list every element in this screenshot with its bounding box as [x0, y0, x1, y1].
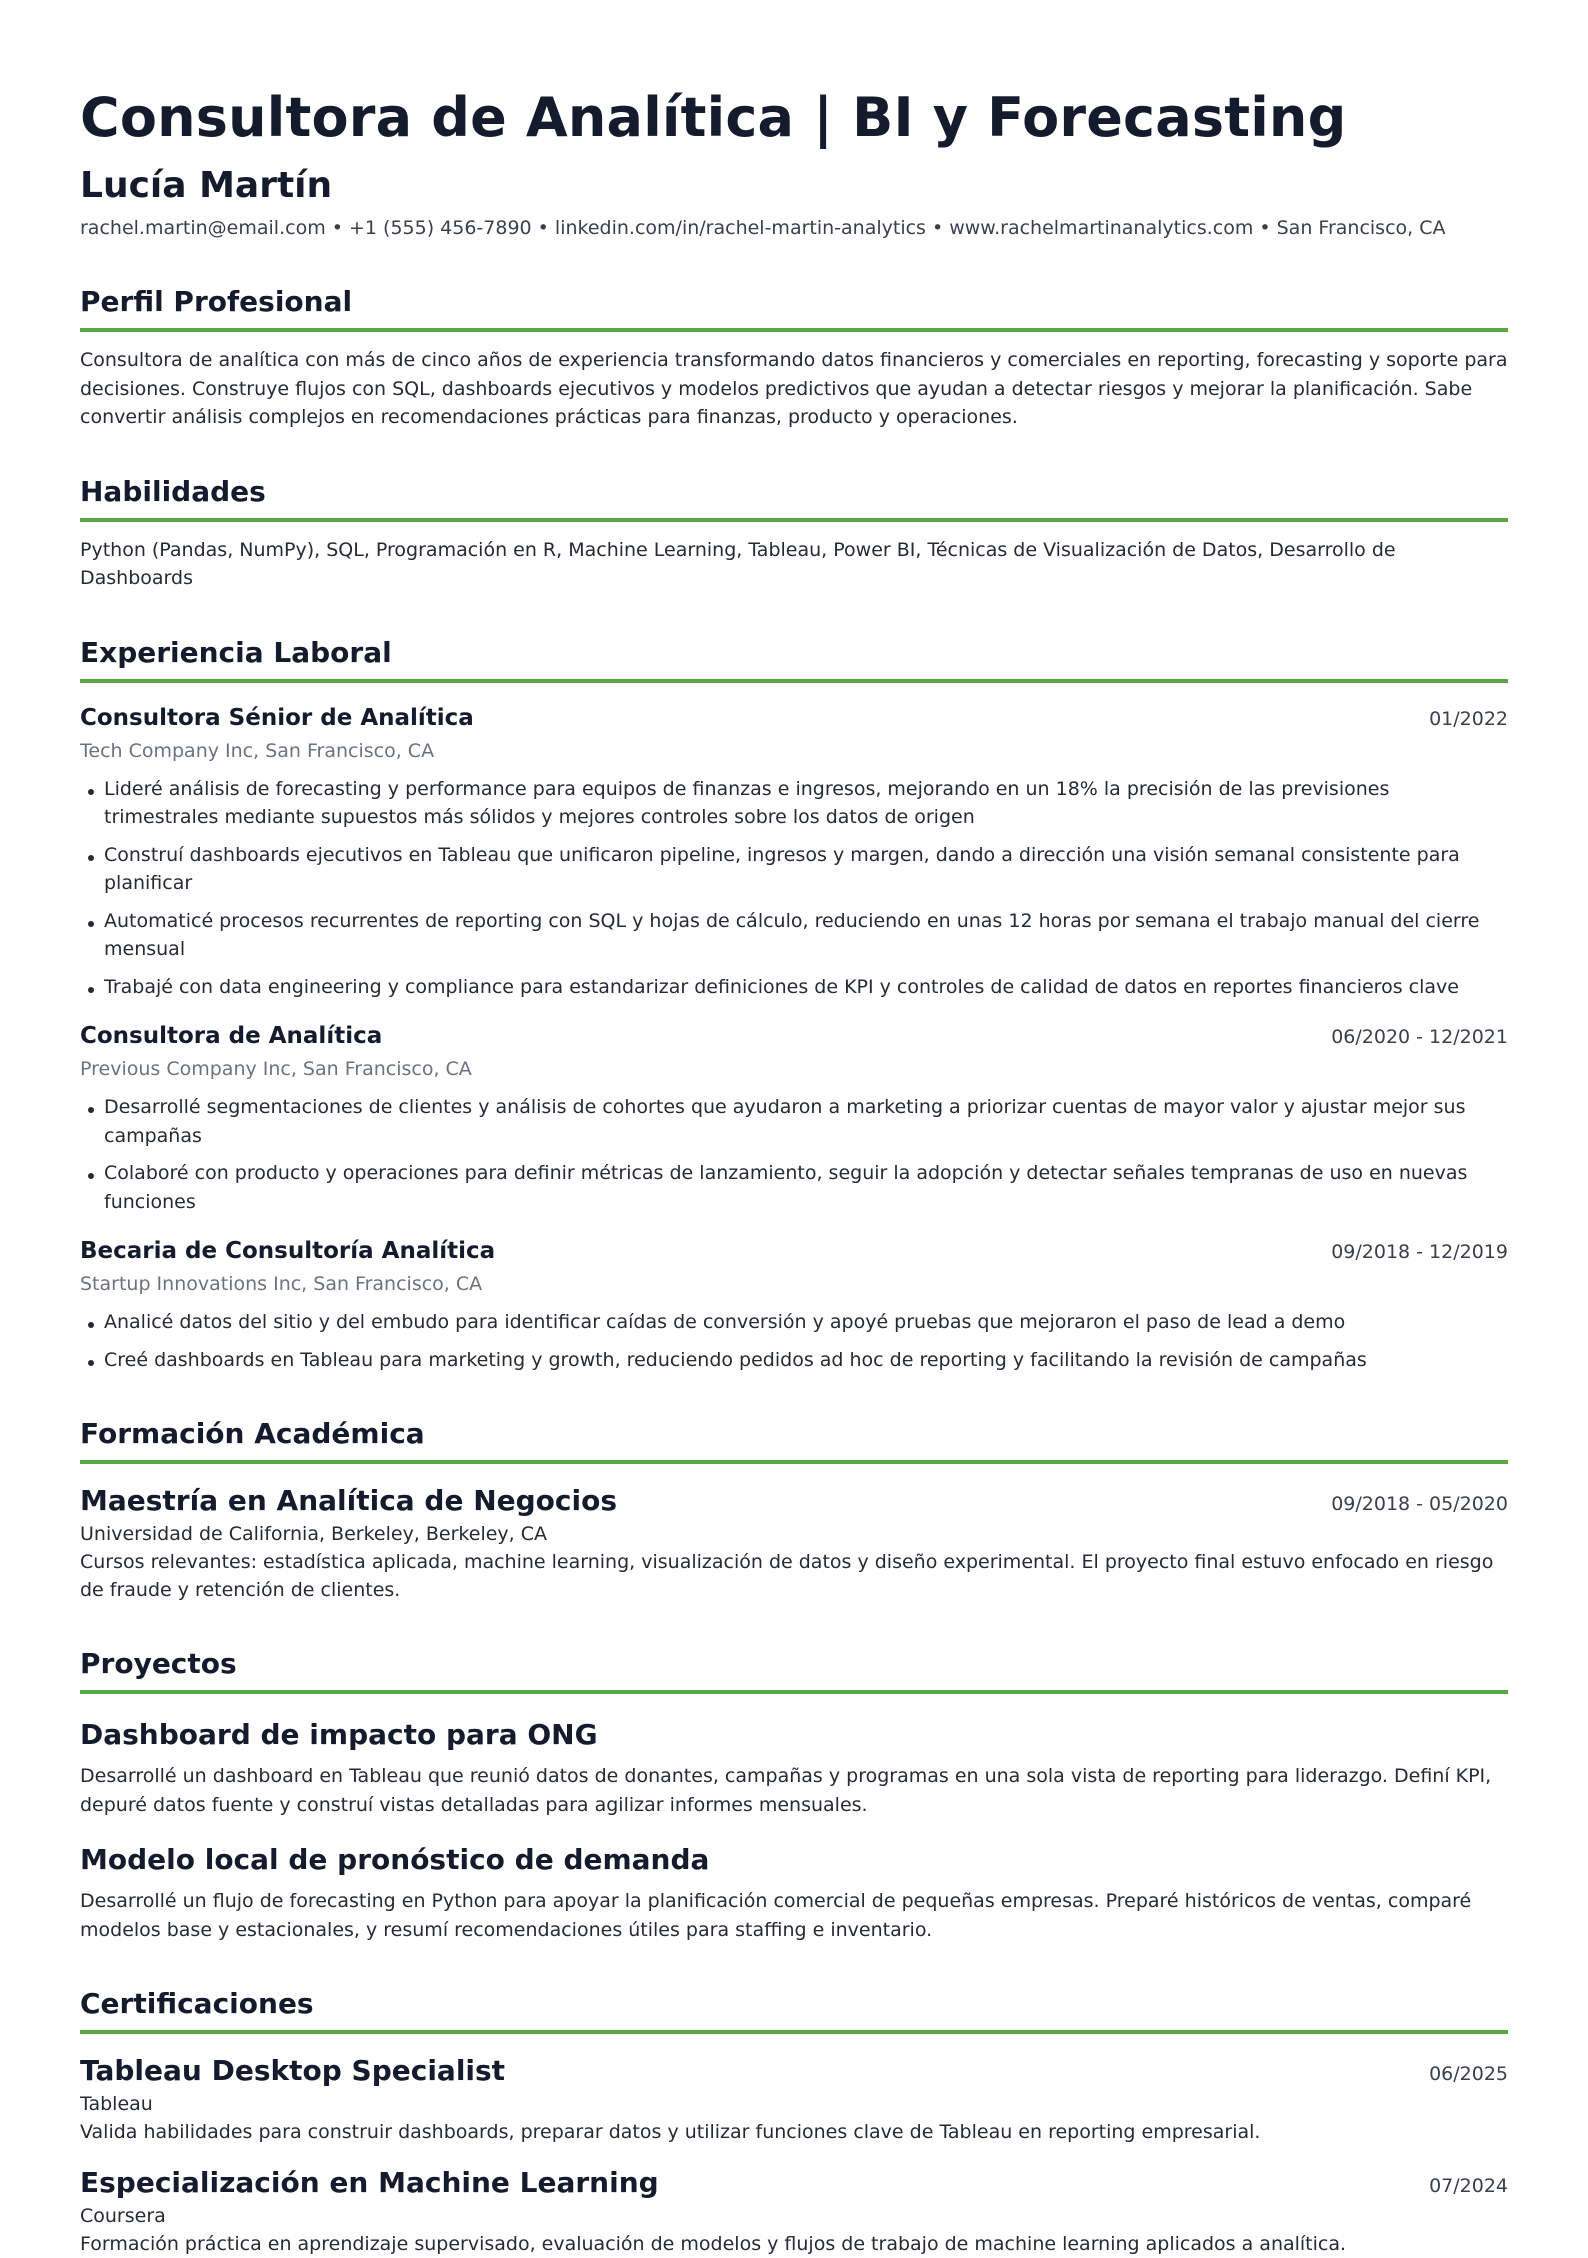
job-company: Tech Company Inc, San Francisco, CA — [80, 739, 435, 762]
job-bullets — [80, 1308, 1508, 1374]
certification-entry — [80, 2052, 1508, 2146]
job-title: Consultora Sénior de Analítica — [80, 704, 474, 731]
job-entry — [80, 1234, 1508, 1374]
certification-issuer: Coursera — [80, 2205, 166, 2227]
certification-title: Especialización en Machine Learning — [80, 2166, 659, 2199]
bullet-item: Lideré análisis de forecasting y performance para equipos de finanzas e ingresos, mejorando en un 18% la precisión de las previsiones trimestrales mediante supuestos más sólidos y mejores controles sobre los datos de origen — [80, 775, 1508, 832]
project-title: Dashboard de impacto para ONG — [80, 1718, 598, 1751]
skills-text: Python (Pandas, NumPy), SQL, Programación en R, Machine Learning, Tableau, Power BI, Técnicas de Visualización de Datos, Desarrollo de Dashboards — [80, 538, 1396, 589]
project-text: Desarrollé un dashboard en Tableau que reunió datos de donantes, campañas y programas en una sola vista de reporting para liderazgo. Definí KPI, depuré datos fuente y construí vistas detalladas para agilizar informes mensuales. — [80, 1765, 1492, 1816]
job-bullets — [80, 775, 1508, 1002]
project-entry — [80, 1716, 1508, 1819]
resume-title: Consultora de Analítica | BI y Forecasting — [80, 86, 1347, 149]
bullet-item: Colaboré con producto y operaciones para definir métricas de lanzamiento, seguir la adopción y detectar señales tempranas de uso en nuevas funciones — [80, 1159, 1508, 1216]
project-title: Modelo local de pronóstico de demanda — [80, 1843, 710, 1876]
job-date: 01/2022 — [1429, 707, 1508, 730]
project-entry — [80, 1841, 1508, 1944]
profile-section — [80, 282, 1508, 432]
certification-text: Valida habilidades para construir dashboards, preparar datos y utilizar funciones clave de Tableau en reporting empresarial. — [80, 2121, 1261, 2143]
section-heading: Certificaciones — [80, 1984, 1508, 2034]
certification-entry — [80, 2164, 1508, 2258]
bullet-item: Analicé datos del sitio y del embudo para identificar caídas de conversión y apoyé pruebas que mejoraron el paso de lead a demo — [80, 1308, 1508, 1337]
education-details: Cursos relevantes: estadística aplicada, machine learning, visualización de datos y diseño experimental. El proyecto final estuvo enfocado en riesgo de fraude y retención de clientes. — [80, 1551, 1494, 1601]
job-entry — [80, 1019, 1508, 1216]
skills-section — [80, 472, 1508, 593]
bullet-item: Construí dashboards ejecutivos en Tableau que unificaron pipeline, ingresos y margen, dando a dirección una visión semanal consistente para planificar — [80, 841, 1508, 898]
section-heading: Habilidades — [80, 472, 1508, 522]
job-entry — [80, 701, 1508, 1002]
bullet-item: Trabajé con data engineering y compliance para estandarizar definiciones de KPI y controles de calidad de datos en reportes financieros clave — [80, 973, 1508, 1002]
contact-line: rachel.martin@email.com • +1 (555) 456-7890 • linkedin.com/in/rachel-martin-analytics • www.rachelmartinanalytics.com • San Francisco, CA — [80, 217, 1446, 239]
job-title: Becaria de Consultoría Analítica — [80, 1238, 496, 1264]
bullet-item: Desarrollé segmentaciones de clientes y análisis de cohortes que ayudaron a marketing a priorizar cuentas de mayor valor y ajustar mejor sus campañas — [80, 1093, 1508, 1150]
experience-section — [80, 633, 1508, 1375]
section-heading: Proyectos — [80, 1644, 1508, 1694]
education-section — [80, 1414, 1508, 1604]
candidate-name: Lucía Martín — [80, 165, 333, 206]
profile-text: Consultora de analítica con más de cinco años de experiencia transformando datos financieros y comerciales en reporting, forecasting y soporte para decisiones. Construye flujos con SQL, dashboards ejecutivos y modelos predictivos que ayudan a detectar riesgos y mejorar la planificación. Sabe convertir análisis complejos en recomendaciones prácticas para finanzas, producto y operaciones. — [80, 349, 1508, 428]
job-date: 09/2018 - 12/2019 — [1331, 1241, 1508, 1263]
certifications-section — [80, 1984, 1508, 2258]
school-name: Universidad de California, Berkeley, Berkeley, CA — [80, 1523, 547, 1545]
certification-issuer: Tableau — [80, 2093, 153, 2115]
section-heading: Experiencia Laboral — [80, 633, 1508, 683]
bullet-item: Creé dashboards en Tableau para marketing y growth, reduciendo pedidos ad hoc de reporting y facilitando la revisión de campañas — [80, 1346, 1508, 1375]
section-heading: Perfil Profesional — [80, 282, 1508, 332]
certification-date: 06/2025 — [1429, 2063, 1508, 2085]
degree-title: Maestría en Analítica de Negocios — [80, 1484, 618, 1517]
bullet-item: Automaticé procesos recurrentes de reporting con SQL y hojas de cálculo, reduciendo en unas 12 horas por semana el trabajo manual del cierre mensual — [80, 907, 1508, 964]
education-entry — [80, 1482, 1508, 1604]
section-heading: Formación Académica — [80, 1414, 1508, 1464]
certification-title: Tableau Desktop Specialist — [80, 2054, 506, 2087]
education-date: 09/2018 - 05/2020 — [1331, 1493, 1508, 1515]
job-company: Startup Innovations Inc, San Francisco, CA — [80, 1273, 483, 1295]
job-date: 06/2020 - 12/2021 — [1331, 1026, 1508, 1048]
certification-text: Formación práctica en aprendizaje supervisado, evaluación de modelos y flujos de trabajo de machine learning aplicados a analítica. — [80, 2233, 1347, 2255]
job-company: Previous Company Inc, San Francisco, CA — [80, 1058, 472, 1080]
projects-section — [80, 1644, 1508, 1944]
job-bullets — [80, 1093, 1508, 1216]
certification-date: 07/2024 — [1429, 2175, 1508, 2197]
job-title: Consultora de Analítica — [80, 1023, 383, 1049]
project-text: Desarrollé un flujo de forecasting en Python para apoyar la planificación comercial de pequeñas empresas. Preparé históricos de ventas, comparé modelos base y estacionales, y resumí recomendaciones útiles para staffing e inventario. — [80, 1890, 1472, 1941]
